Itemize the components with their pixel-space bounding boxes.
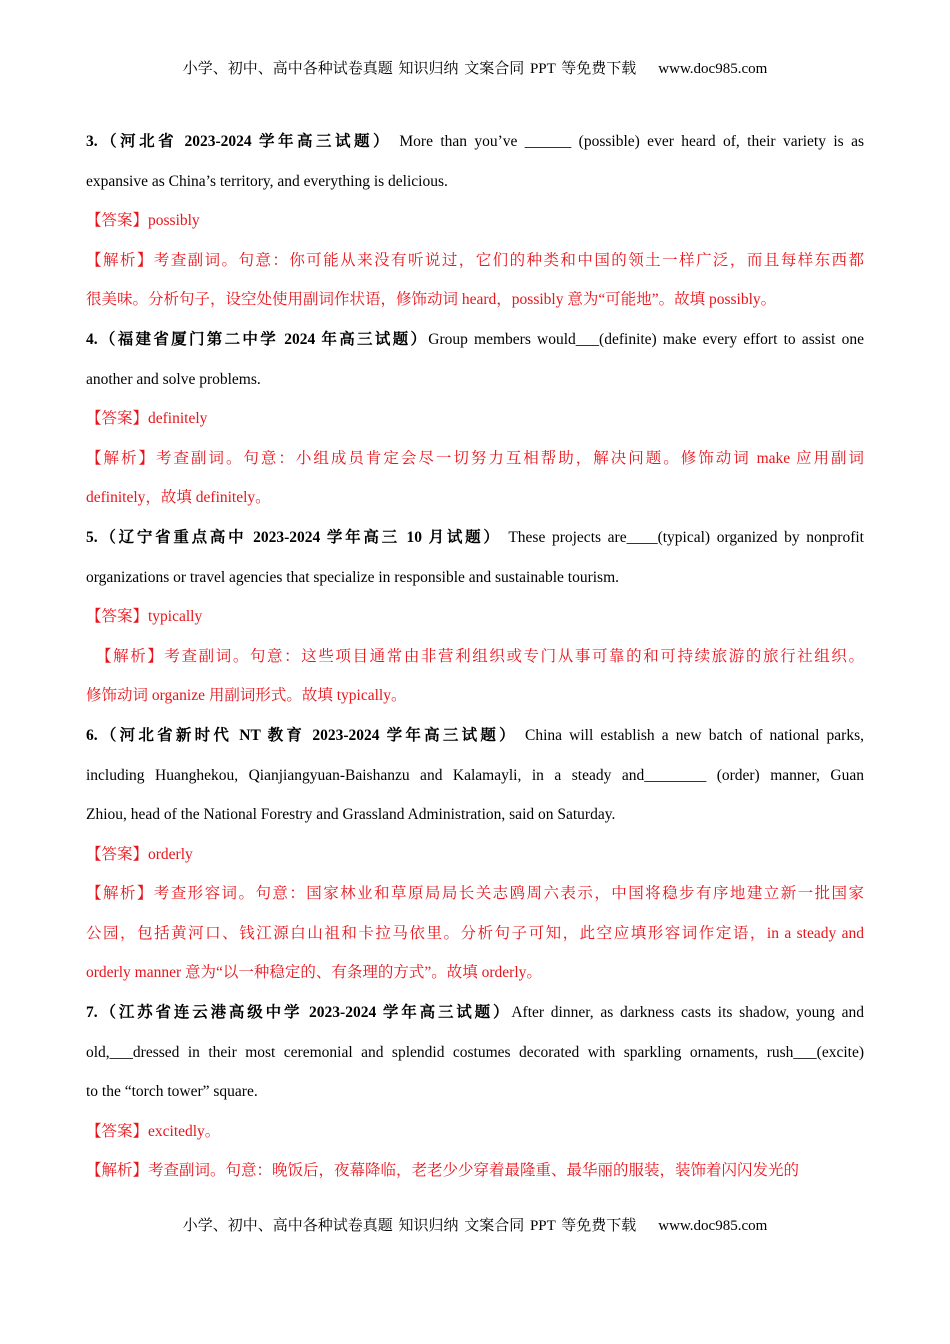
question-text: organizations or travel agencies that specialize in responsible and sustainable tourism. (86, 568, 620, 586)
question-text: Group members would___(definite) make every effort to assist one (428, 330, 864, 348)
question-line (86, 320, 864, 360)
question-line (86, 993, 864, 1033)
explanation-line (86, 280, 864, 320)
explanation-block (86, 874, 864, 993)
footer-url[interactable]: www.doc985.com (658, 1218, 768, 1234)
answer-text: 【答案】typically (86, 608, 203, 626)
answer-text: 【答案】orderly (86, 845, 193, 863)
answer-line (86, 399, 864, 439)
question-label: 3.（河北省 2023-2024 学年高三试题） (86, 133, 393, 150)
question-line (86, 162, 864, 202)
explanation-line (86, 953, 864, 993)
question-text: old,___dressed in their most ceremonial and splendid costumes decorated with sparkling ornaments, rush___(excite) (86, 1043, 864, 1061)
question-text: China will establish a new batch of national parks, (517, 726, 864, 744)
explanation-line (86, 676, 864, 716)
question-block (86, 122, 864, 201)
answer-line (86, 597, 864, 637)
explanation-text: 公园，包括黄河口、钱江源白山祖和卡拉马依里。分析句子可知，此空应填形容词作定语，in a steady and (86, 924, 864, 942)
explanation-block (86, 637, 864, 716)
explanation-line (86, 914, 864, 954)
question-line (86, 122, 864, 162)
question-line (86, 558, 864, 598)
question-block (86, 518, 864, 597)
question-text: After dinner, as darkness casts its shadow, young and (511, 1004, 864, 1022)
question-text: including Huanghekou, Qianjiangyuan-Baishanzu and Kalamayli, in a steady and________ (order) manner, Guan (86, 766, 864, 784)
page-header (0, 57, 950, 78)
question-line (86, 716, 864, 756)
answer-block (86, 399, 864, 439)
question-line (86, 1072, 864, 1112)
answer-block (86, 201, 864, 241)
question-label: 5.（辽宁省重点高中 2023-2024 学年高三 10 月试题） (86, 528, 502, 546)
question-line (86, 360, 864, 400)
question-text: More than you’ve ______ (possible) ever heard of, their variety is as (392, 133, 864, 150)
answer-line (86, 1112, 864, 1152)
explanation-line (86, 478, 864, 518)
explanation-line (86, 1151, 864, 1191)
answer-text: 【答案】definitely (86, 410, 208, 428)
explanation-text: 【解析】考查副词。句意：晚饭后，夜幕降临，老老少少穿着最隆重、最华丽的服装，装饰着闪闪发光的 (86, 1162, 800, 1180)
answer-block (86, 1112, 864, 1152)
explanation-text: 【解析】考查副词。句意：小组成员肯定会尽一切努力互相帮助，解决问题。修饰动词 make 应用副词 (86, 449, 864, 467)
explanation-text: 【解析】考查形容词。句意：国家林业和草原局局长关志鸥周六表示，中国将稳步有序地建立新一批国家 (86, 885, 864, 903)
question-text: to the “torch tower” square. (86, 1083, 258, 1101)
question-label: 7.（江苏省连云港高级中学 2023-2024 学年高三试题） (86, 1004, 512, 1022)
question-text: Zhiou, head of the National Forestry and Grassland Administration, said on Saturday. (86, 806, 616, 824)
question-label: 4.（福建省厦门第二中学 2024 年高三试题） (86, 330, 429, 348)
answer-block (86, 597, 864, 637)
question-text: These projects are____(typical) organized by nonprofit (501, 528, 864, 546)
explanation-text: 修饰动词 organize 用副词形式。故填 typically。 (86, 687, 407, 705)
header-text: 小学、初中、高中各种试卷真题 知识归纳 文案合同 PPT 等免费下载 (182, 61, 637, 77)
question-block (86, 716, 864, 835)
question-line (86, 756, 864, 796)
explanation-block (86, 439, 864, 518)
answer-text: 【答案】excitedly。 (86, 1122, 221, 1140)
question-text: expansive as China’s territory, and everything is delicious. (86, 172, 448, 190)
page-footer (0, 1214, 950, 1235)
answer-block (86, 835, 864, 875)
answer-line (86, 835, 864, 875)
explanation-line (86, 241, 864, 281)
explanation-text: 很美味。分析句子，设空处使用副词作状语，修饰动词 heard，possibly 意为“可能地”。故填 possibly。 (86, 291, 777, 309)
header-url[interactable]: www.doc985.com (658, 61, 768, 77)
answer-text: 【答案】possibly (86, 212, 200, 230)
explanation-line (86, 637, 864, 677)
question-line (86, 1033, 864, 1073)
question-line (86, 795, 864, 835)
footer-text: 小学、初中、高中各种试卷真题 知识归纳 文案合同 PPT 等免费下载 (182, 1218, 637, 1234)
question-text: another and solve problems. (86, 370, 261, 388)
explanation-text: orderly manner 意为“以一种稳定的、有条理的方式”。故填 orderly。 (86, 964, 542, 982)
explanation-text: definitely，故填 definitely。 (86, 489, 271, 507)
explanation-line (86, 874, 864, 914)
explanation-text: 【解析】考查副词。句意：你可能从来没有听说过，它们的种类和中国的领土一样广泛，而且每样东西都 (86, 251, 864, 269)
question-line (86, 518, 864, 558)
question-block (86, 993, 864, 1112)
answer-line (86, 201, 864, 241)
question-block (86, 320, 864, 399)
explanation-block (86, 241, 864, 320)
explanation-text: 【解析】考查副词。句意：这些项目通常由非营利组织或专门从事可靠的和可持续旅游的旅行社组织。 (96, 647, 864, 665)
document-body (86, 122, 864, 1191)
question-label: 6.（河北省新时代 NT 教育 2023-2024 学年高三试题） (86, 726, 518, 744)
explanation-line (86, 439, 864, 479)
explanation-block (86, 1151, 864, 1191)
